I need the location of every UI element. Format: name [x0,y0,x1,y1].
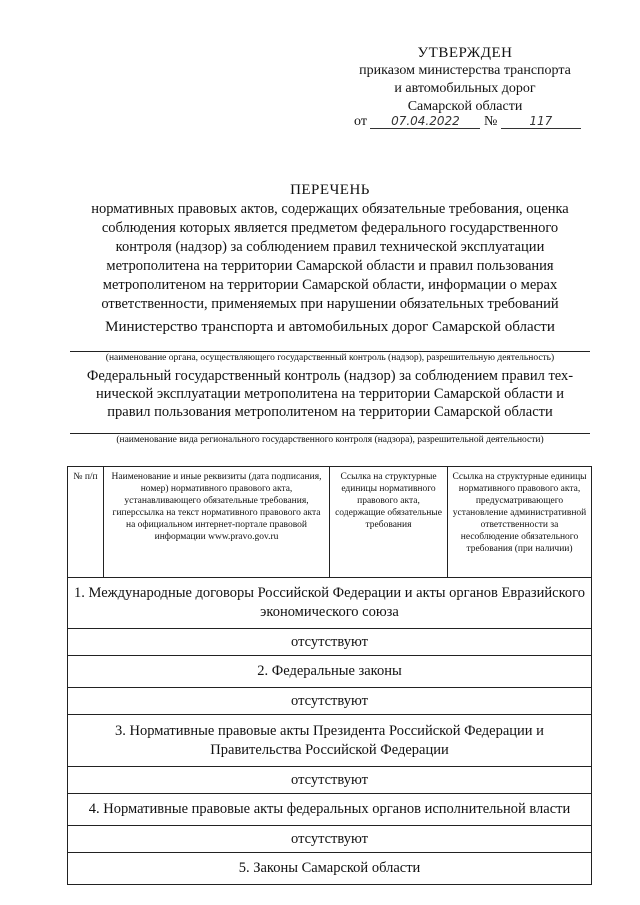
heading-line: контроля (надзор) за соблюдением правил технической эксплуатации [115,239,545,255]
acts-table [67,466,592,885]
section-status: отсутствуют [68,826,592,853]
section-status: отсутствуют [68,629,592,656]
table-row [68,794,592,826]
heading-line: метрополитеном на территории Самарской области, информации о мерах [102,277,558,293]
ministry-name: Министерство транспорта и автомобильных дорог Самарской области [105,319,555,335]
table-row [68,629,592,656]
table-row [68,578,592,629]
control-hint: (наименование вида регионального государственного контроля (надзора), разрешительной деятельности) [116,435,544,445]
table-row [68,767,592,794]
control-line: нической эксплуатации метрополитена на территории Самарской области и [95,386,565,402]
col-header-requirements-link: Ссылка на структурные единицы нормативного правового акта, содержащие обязательные требования [330,467,448,578]
approval-date-number [354,114,581,130]
heading-line: нормативных правовых актов, содержащих обязательные требования, оценка [91,201,569,217]
control-underline [70,433,590,434]
document-title: ПЕРЕЧЕНЬ [290,182,370,198]
approval-block [340,44,590,116]
heading-line: соблюдения которых является предметом федерального государственного [101,220,559,236]
date-prefix: от [354,114,367,129]
number-prefix: № [483,114,498,129]
table-row [68,656,592,688]
table-row [68,853,592,885]
section-title: 5. Законы Самарской области [68,853,592,885]
table-row [68,688,592,715]
col-header-number: № п/п [68,467,104,578]
section-title: 1. Международные договоры Российской Федерации и акты органов Евразийского экономического союза [68,578,592,629]
section-status: отсутствуют [68,767,592,794]
section-status: отсутствуют [68,688,592,715]
heading-line: ответственности, применяемых при нарушении обязательных требований [101,296,559,312]
approval-number: 117 [501,114,581,129]
control-line: правил пользования метрополитеном на территории Самарской области [107,404,553,420]
section-title: 2. Федеральные законы [68,656,592,688]
control-type [70,367,590,421]
ministry-underline [70,351,590,352]
approval-line: приказом министерства транспорта [359,63,571,78]
section-title: 4. Нормативные правовые акты федеральных органов исполнительной власти [68,794,592,826]
heading-line: метрополитена на территории Самарской области и правил пользования [106,258,554,274]
control-line: Федеральный государственный контроль (надзор) за соблюдением правил тех- [86,368,574,384]
approval-line: и автомобильных дорог [394,81,536,96]
table-row [68,826,592,853]
document-heading [70,181,590,314]
section-title: 3. Нормативные правовые акты Президента Российской Федерации и Правительства Российской Федерации [68,715,592,767]
table-header-row [68,467,592,578]
ministry-hint: (наименование органа, осуществляющего государственный контроль (надзор), разрешительную деятельность) [105,353,555,363]
col-header-act-name: Наименование и иные реквизиты (дата подписания, номер) нормативного правового акта, устанавливающего обязательные требования, гиперссылка на текст нормативного правового акта на официальном интернет-портале правовой информации www.pravo.gov.ru [104,467,330,578]
approval-line: Самарской области [407,99,523,114]
approval-date: 07.04.2022 [370,114,480,129]
col-header-responsibility-link: Ссылка на структурные единицы нормативного правового акта, предусматривающего установление административной ответственности за несоблюдение обязательного требования (при наличии) [448,467,592,578]
table-row [68,715,592,767]
approval-title: УТВЕРЖДЕН [417,45,513,61]
